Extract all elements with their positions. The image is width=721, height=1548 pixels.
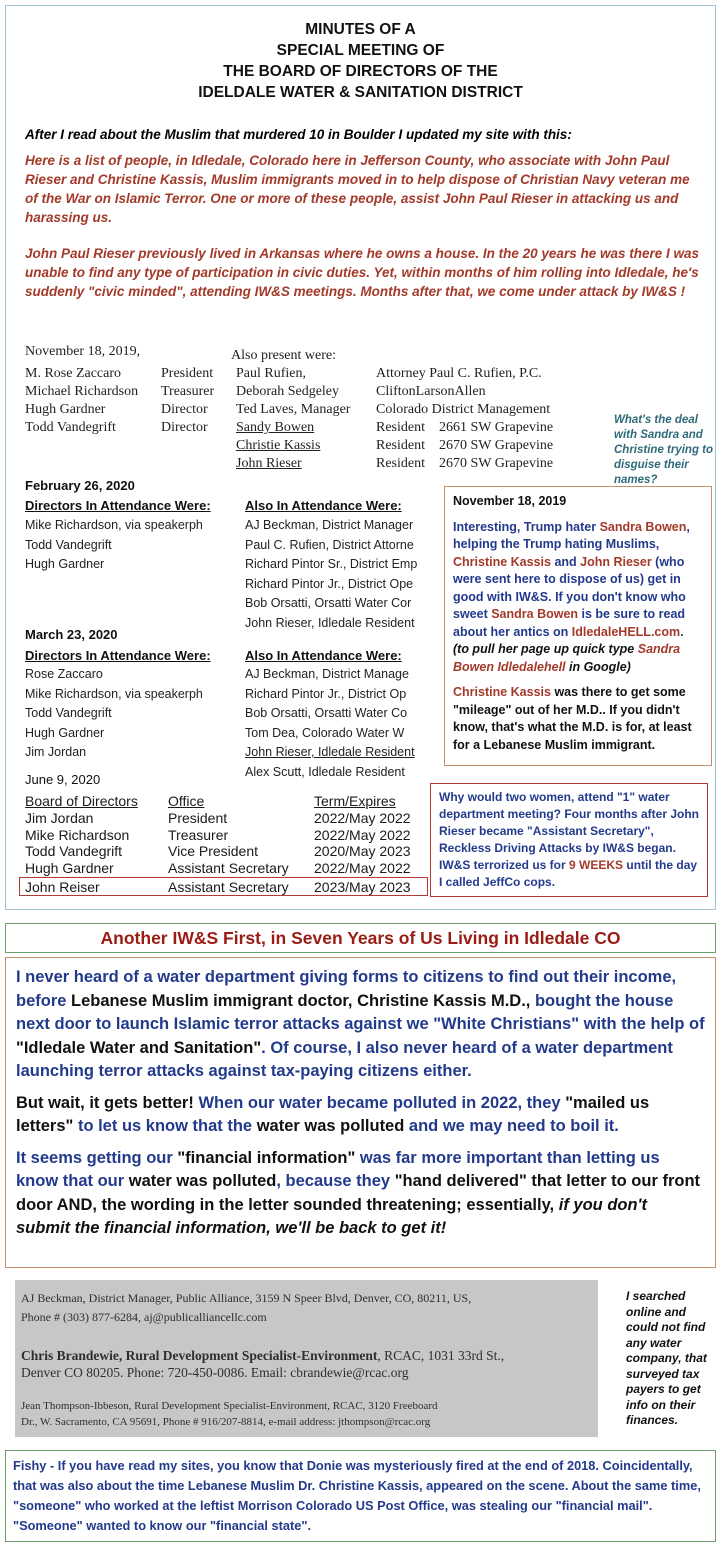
director-name: Hugh Gardner [25, 557, 105, 571]
header-cell: Board of Directors [25, 793, 138, 809]
cell: Treasurer [168, 826, 229, 843]
mid-paragraph-2 [16, 1092, 705, 1139]
scan-text: Phone # (303) 877-6284, aj@publicalliancellc.com [21, 1310, 267, 1324]
search-hint: Sandra Bowen Idledalehell [453, 642, 681, 674]
para-text: . Of course, I also never heard of a water department launching terror attacks against tax-paying citizens either. [16, 1038, 673, 1080]
fishy-panel [5, 1450, 716, 1542]
attendee: John Rieser, Idledale Resident [245, 745, 415, 759]
mar-directors-header: Directors In Attendance Were: [25, 648, 211, 663]
present-name: Paul Rufien, [236, 366, 306, 381]
title-line: IDELDALE WATER & SANITATION DISTRICT [198, 84, 523, 101]
para-text: water was polluted [256, 1117, 405, 1135]
para-text: , because they [276, 1172, 395, 1190]
note-text: in Google) [565, 659, 631, 674]
note-text: , helping the Trump hating Muslims, [453, 519, 690, 551]
para-text: "Idledale Water and Sanitation" [16, 1038, 262, 1057]
para-text: "mailed us letters" [16, 1093, 650, 1135]
board-role: Treasurer [161, 384, 215, 399]
june-date: June 9, 2020 [25, 772, 101, 787]
feb-directors-header: Directors In Attendance Were: [25, 498, 211, 513]
red-paragraph-1: Here is a list of people, in Idledale, Colorado here in Jefferson County, who associate with John Paul Rieser and Christine Kassis, Muslim immigrants moved in to help dispose of Christian Navy veteran me of the War on Islamic Terror. One or more of these people, assist John Paul Rieser in attacking us and harassing us. [25, 153, 690, 225]
cell: 2022/May 2022 [314, 859, 411, 876]
red-paragraph-2: John Paul Rieser previously lived in Arkansas where he owns a house. In the 20 years he was there I was unable to find any type of participation in civic duties. Yet, within months of him rolling into Idledale, he's suddenly "civic minded", attending IW&S meetings. Months after that, we come under attack by IW&S ! [25, 246, 700, 299]
disguise-note: What's the deal with Sandra and Christine trying to disguise their names? [614, 414, 714, 486]
attendee: Richard Pintor Sr., District Emp [245, 557, 418, 571]
attendee: John Rieser, Idledale Resident [245, 615, 415, 630]
cell: 2023/May 2023 [314, 879, 411, 895]
header-cell: Office [168, 793, 205, 809]
water-department-panel [5, 957, 716, 1268]
title-line: THE BOARD OF DIRECTORS OF THE [223, 63, 498, 80]
para-text: that letter to our front door AND, the wording in the letter sounded threatening; essentially, [16, 1172, 701, 1214]
note-text: (to pull her page up quick type [453, 642, 638, 656]
page-title [5, 19, 716, 103]
board-name: Michael Richardson [25, 384, 139, 399]
scan-text: AJ Beckman, District Manager, Public Alliance, 3159 N Speer Blvd, Denver, CO, 80211, US, [21, 1291, 472, 1305]
table-row [25, 810, 430, 827]
attendee: Alex Scutt, Idledale Resident [245, 764, 405, 779]
scan-address: , RCAC, 1031 33rd St., [377, 1348, 505, 1363]
present-role: Colorado District Management [376, 402, 551, 417]
director-name: Todd Vandegrift [25, 537, 112, 552]
cell: 2022/May 2022 [314, 826, 411, 843]
attendee: AJ Beckman, District Manager [245, 518, 414, 532]
present-name: John Rieser [236, 456, 302, 471]
cell: Todd Vandegrift [25, 843, 123, 859]
director-name: Todd Vandegrift [25, 706, 112, 720]
mar-also-list [245, 665, 441, 782]
scan-name: Chris Brandewie [21, 1348, 119, 1363]
mar-also-header: Also In Attendance Were: [245, 648, 402, 663]
title-line: MINUTES OF A [305, 21, 416, 38]
header-cell: Term/Expires [314, 793, 396, 809]
note-name: Sandra Bowen [491, 607, 579, 621]
table-row [25, 860, 430, 877]
note-name: John Rieser [580, 554, 652, 569]
scanned-letter-image [15, 1280, 598, 1437]
site-link[interactable]: IdledaleHELL.com [571, 624, 681, 639]
director-name: Jim Jordan [25, 745, 87, 759]
attendee: AJ Beckman, District Manage [245, 667, 409, 681]
para-text: I never heard of a water department giving forms to citizens to find out their income, before [16, 968, 677, 1010]
para-text: "hand delivered" [394, 1172, 527, 1190]
attendee: Richard Pintor Jr., District Ope [245, 576, 414, 591]
para-text: if you don't submit the financial information, we'll be back to get it! [16, 1195, 647, 1237]
cell: Assistant Secretary [168, 859, 289, 876]
cell: 2022/May 2022 [314, 810, 411, 826]
note-name: Sandra Bowen [599, 519, 687, 534]
highlighted-row [19, 877, 428, 896]
para-text: and we may need to boil it. [404, 1117, 619, 1135]
mar-date: March 23, 2020 [25, 627, 118, 642]
present-name: Ted Laves, Manager [236, 402, 351, 417]
attendee: Tom Dea, Colorado Water W [245, 725, 405, 740]
scan-text [21, 1348, 504, 1364]
note-text: was there to get some "mileage" out of her M.D.. If you didn't know, that's what the M.D. is for, at least for a Lebanese Muslim immigrant. [453, 685, 692, 752]
director-name: Mike Richardson, via speakerph [25, 518, 203, 532]
note-text: Interesting, Trump hater [453, 519, 600, 534]
note-name: Christine Kassis [453, 554, 551, 569]
note-date: November 18, 2019 [453, 494, 567, 508]
director-name: Rose Zaccaro [25, 667, 103, 681]
present-roles [376, 365, 553, 473]
attendee: Bob Orsatti, Orsatti Water Co [245, 706, 408, 720]
board-role: Director [161, 420, 208, 435]
section-banner: Another IW&S First, in Seven Years of Us Living in Idledale CO [5, 923, 716, 953]
mar-directors-list [25, 665, 237, 763]
attendee: Bob Orsatti, Orsatti Water Cor [245, 596, 412, 610]
present-name: Deborah Sedgeley [236, 384, 340, 399]
scan-side-note: I searched online and could not find any water company, that surveyed tax payers to get info on their finances. [626, 1289, 707, 1427]
present-name: Sandy Bowen [236, 420, 315, 435]
note-paragraph-1 [453, 519, 703, 677]
note-text: (who were sent here to dispose of us) get in good with IW&S. If you don't know who sweet [453, 554, 686, 621]
board-names [25, 365, 138, 437]
feb-also-header: Also In Attendance Were: [245, 498, 402, 513]
board-role: President [161, 366, 214, 381]
present-names [236, 365, 350, 473]
para-text: bought the house next door to launch Islamic terror attacks against we "White Christians" with the help of [16, 991, 705, 1033]
june-note-box [430, 783, 708, 897]
cell: Assistant Secretary [168, 879, 289, 895]
para-text: water was polluted [128, 1172, 277, 1190]
board-name: M. Rose Zaccaro [25, 366, 122, 381]
table-header [25, 793, 430, 810]
para-text: But wait, it gets better! [16, 1093, 199, 1112]
para-text: Lebanese Muslim immigrant doctor, Christine Kassis M.D., [71, 991, 531, 1010]
present-name: Christie Kassis [236, 438, 321, 453]
june-note-text [439, 789, 699, 891]
mid-paragraph-3 [16, 1147, 705, 1241]
feb-date: February 26, 2020 [25, 478, 135, 493]
note-paragraph-2 [453, 684, 703, 754]
scan-text: Jean Thompson-Ibbeson, Rural Development Specialist-Environment, RCAC, 3120 Freeboard [21, 1400, 438, 1412]
feb-directors-list [25, 516, 237, 575]
board-role: Director [161, 402, 208, 417]
para-text: was far more important than letting us know that our [16, 1148, 660, 1190]
note-text: Why would two women, attend "1" water department meeting? Four months after John Rieser became "Assistant Secretary", Reckless Driving Attacks by IW&S began. IW&S terrorized us for [439, 790, 700, 872]
cell: Jim Jordan [25, 810, 94, 826]
intro-line: After I read about the Muslim that murdered 10 in Boulder I updated my site with this: [25, 127, 572, 142]
fishy-text: Fishy - If you have read my sites, you know that Donie was mysteriously fired at the end of 2018. Coincidentally, that was also about the time Lebanese Muslim Dr. Christine Kassis, appeared on the scene. About the same time, "someone" who worked at the leftist Morrison Colorado US Post Office, was stealing our "financial mail". "Someone" wanted to know our "financial state". [13, 1458, 701, 1533]
june-board-table [25, 793, 430, 876]
cell: John Reiser [25, 879, 100, 895]
present-role: Resident 2670 SW Grapevine [376, 438, 554, 453]
present-role: CliftonLarsonAllen [376, 384, 486, 399]
attendee: Paul C. Rufien, District Attorne [245, 537, 414, 552]
present-role: Resident 2661 SW Grapevine [376, 420, 554, 435]
weeks-highlight: 9 WEEKS [569, 858, 624, 872]
cell: Vice President [168, 843, 259, 859]
scan-text: Dr., W. Sacramento, CA 95691, Phone # 916/207-8814, e-mail address: jthompson@rcac.org [21, 1416, 431, 1428]
note-text: and [550, 554, 581, 569]
present-role: Resident 2670 SW Grapevine [376, 456, 554, 471]
note-text: is be sure to read about her antics on [453, 607, 686, 639]
nov-date: November 18, 2019, [25, 344, 141, 359]
also-present-label: Also present were: [231, 348, 336, 363]
table-row [25, 827, 430, 844]
cell: Mike Richardson [25, 826, 130, 843]
para-text: When our water became polluted in 2022, they [198, 1093, 566, 1112]
scan-text: Denver CO 80205. Phone: 720-450-0086. Email: cbrandewie@rcac.org [21, 1365, 409, 1380]
cell: President [168, 810, 228, 826]
november-note-box [444, 486, 712, 766]
board-name: Hugh Gardner [25, 402, 106, 417]
board-roles [161, 365, 214, 437]
cell: 2020/May 2023 [314, 843, 411, 859]
table-row [25, 843, 430, 860]
note-name: Christine Kassis [453, 685, 551, 699]
director-name: Mike Richardson, via speakerph [25, 686, 203, 701]
board-name: Todd Vandegrift [25, 420, 116, 435]
present-role: Attorney Paul C. Rufien, P.C. [376, 366, 542, 381]
para-text: to let us know that the [73, 1117, 257, 1135]
cell: Hugh Gardner [25, 859, 114, 876]
para-text: "financial information" [177, 1148, 356, 1167]
director-name: Hugh Gardner [25, 725, 105, 740]
scan-title: , Rural Development Specialist-Environment [118, 1348, 378, 1363]
note-text: until the day I called JeffCo cops. [439, 858, 698, 889]
mid-paragraph-1 [16, 966, 705, 1084]
feb-also-list [245, 516, 441, 633]
note-text: . [680, 624, 684, 639]
para-text: It seems getting our [16, 1148, 178, 1167]
title-line: SPECIAL MEETING OF [276, 42, 445, 59]
attendee: Richard Pintor Jr., District Op [245, 686, 407, 701]
